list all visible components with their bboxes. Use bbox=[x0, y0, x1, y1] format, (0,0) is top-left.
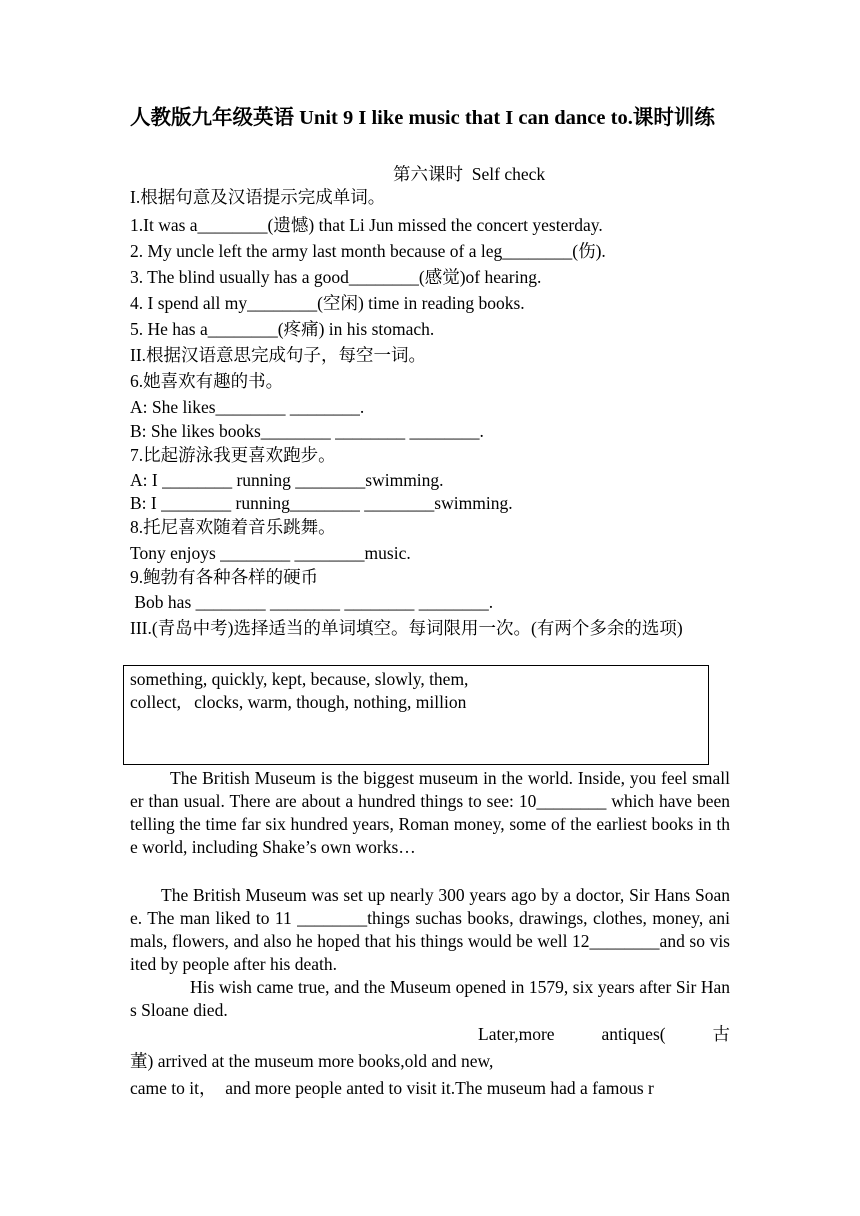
passage-paragraph-4-line-1 bbox=[478, 1023, 730, 1046]
question-7b: B: I ________ running________ ________swimming. bbox=[130, 493, 513, 513]
section-3-heading: III.(青岛中考)选择适当的单词填空。每词限用一次。(有两个多余的选项) bbox=[130, 618, 683, 638]
passage-word: 古 bbox=[712, 1024, 730, 1044]
question-4: 4. I spend all my________(空闲) time in reading books. bbox=[130, 293, 525, 313]
passage-paragraph-2: The British Museum was set up nearly 300 years ago by a doctor, Sir Hans Soane. The man liked to 11 ________things suchas books, drawings, clothes, money, animals, flowers, and also he hoped that his things would be well 12________and so visited by people after his death. bbox=[130, 885, 730, 974]
section-1-heading: I.根据句意及汉语提示完成单词。 bbox=[130, 187, 386, 207]
word-bank-line-2: collect, clocks, warm, though, nothing, million bbox=[130, 692, 467, 712]
question-7a: A: I ________ running ________swimming. bbox=[130, 470, 444, 490]
word-bank-line-1: something, quickly, kept, because, slowly, them, bbox=[130, 669, 469, 689]
section-2-heading: II.根据汉语意思完成句子，每空一词。 bbox=[130, 345, 427, 365]
question-8-prompt: 8.托尼喜欢随着音乐跳舞。 bbox=[130, 517, 336, 537]
passage-paragraph-3: His wish came true, and the Museum opened in 1579, six years after Sir Hans Sloane died. bbox=[130, 977, 730, 1020]
word-bank-box bbox=[123, 665, 709, 765]
passage-paragraph-4-line-3: came to it， and more people anted to visit it.The museum had a famous r bbox=[130, 1078, 654, 1098]
question-6b: B: She likes books________ ________ ________. bbox=[130, 421, 484, 441]
lesson-subtitle: 第六课时 Self check bbox=[393, 164, 546, 184]
passage-paragraph-1: The British Museum is the biggest museum in the world. Inside, you feel smaller than usual. There are about a hundred things to see: 10________ which have been telling the time far six hundred years, Roman money, some of the earliest books in the world, including Shake’s own works… bbox=[130, 768, 730, 857]
question-8: Tony enjoys ________ ________music. bbox=[130, 543, 411, 563]
question-3: 3. The blind usually has a good________(感觉)of hearing. bbox=[130, 267, 542, 287]
page-title: 人教版九年级英语 Unit 9 I like music that I can dance to.课时训练 bbox=[130, 107, 715, 129]
passage-word: antiques( bbox=[601, 1024, 666, 1044]
question-5: 5. He has a________(疼痛) in his stomach. bbox=[130, 319, 435, 339]
passage-word: Later,more bbox=[478, 1024, 555, 1044]
question-9: Bob has ________ ________ ________ ________. bbox=[130, 592, 494, 612]
question-9-prompt: 9.鲍勃有各种各样的硬币 bbox=[130, 567, 319, 587]
question-6-prompt: 6.她喜欢有趣的书。 bbox=[130, 371, 284, 391]
question-7-prompt: 7.比起游泳我更喜欢跑步。 bbox=[130, 445, 336, 465]
question-6a: A: She likes________ ________. bbox=[130, 397, 365, 417]
passage-paragraph-4-line-2: 董) arrived at the museum more books,old and new, bbox=[130, 1051, 494, 1071]
question-1: 1.It was a________(遗憾) that Li Jun missed the concert yesterday. bbox=[130, 215, 603, 235]
question-2: 2. My uncle left the army last month because of a leg________(伤). bbox=[130, 241, 606, 261]
